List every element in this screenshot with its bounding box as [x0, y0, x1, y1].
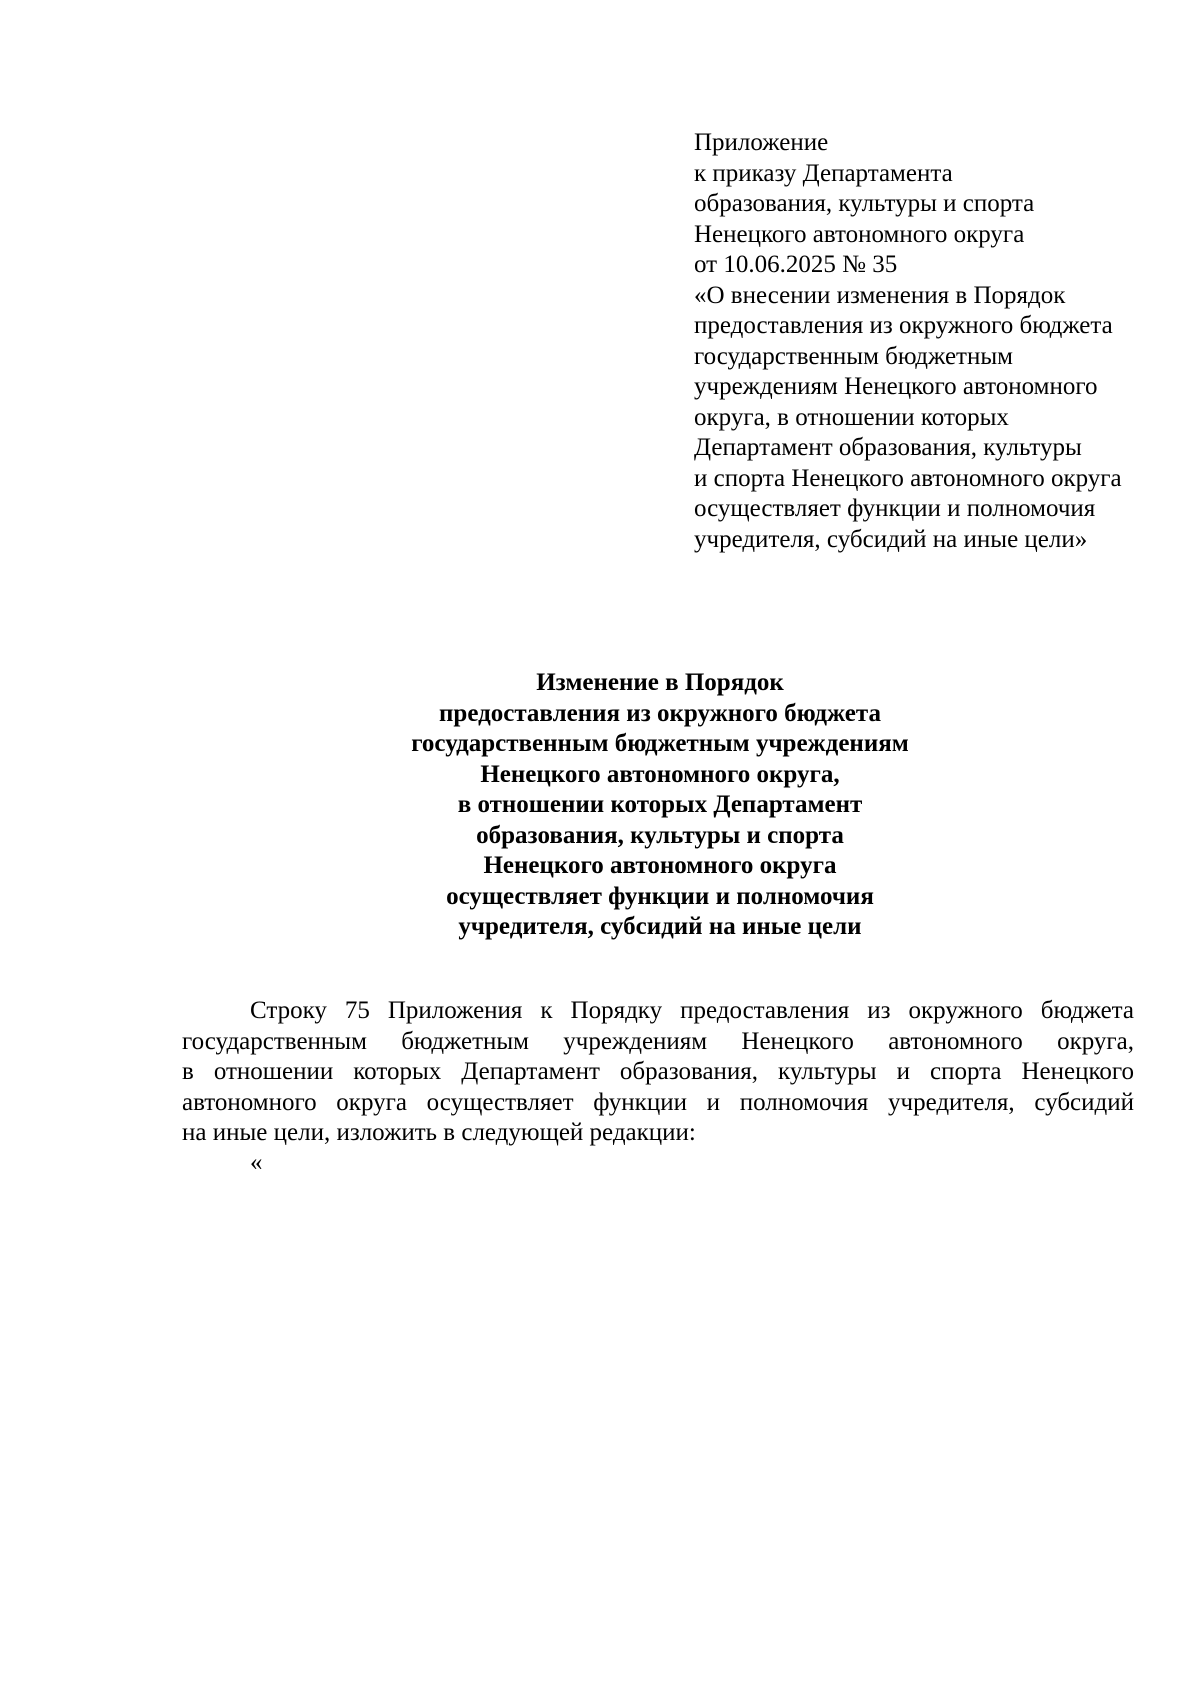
appendix-line: образования, культуры и спорта	[694, 190, 1035, 217]
appendix-line: округа, в отношении которых	[694, 403, 1009, 431]
appendix-line: Приложение	[694, 129, 829, 156]
appendix-line: учредителя, субсидий на иные цели»	[694, 525, 1088, 553]
appendix-line: и спорта Ненецкого автономного округа	[694, 464, 1122, 492]
body-line: государственным бюджетным учреждениям Ненецкого автономного округа,	[182, 1027, 1134, 1055]
opening-quote-mark: «	[250, 1149, 263, 1176]
appendix-line: предоставления из окружного бюджета	[694, 312, 1113, 339]
appendix-line: к приказу Департамента	[694, 159, 953, 187]
appendix-line: государственным бюджетным	[694, 342, 1013, 370]
title-line: государственным бюджетным учреждениям	[411, 730, 909, 757]
body-line: Строку 75 Приложения к Порядку предоставления из окружного бюджета	[250, 997, 1134, 1024]
appendix-line: от 10.06.2025 № 35	[694, 251, 898, 278]
appendix-header	[694, 128, 1174, 555]
title-line: в отношении которых Департамент	[457, 791, 863, 818]
document-title	[300, 668, 1020, 943]
title-line: предоставления из окружного бюджета	[439, 699, 881, 727]
appendix-line: «О внесении изменения в Порядок	[694, 281, 1066, 309]
appendix-line: Ненецкого автономного округа	[694, 220, 1025, 248]
title-line: учредителя, субсидий на иные цели	[458, 913, 862, 940]
body-line: автономного округа осуществляет функции и полномочия учредителя, субсидий	[182, 1088, 1134, 1116]
appendix-line: учреждениям Ненецкого автономного	[694, 373, 1098, 400]
body-paragraph	[182, 996, 1134, 1149]
title-line: Изменение в Порядок	[536, 669, 784, 696]
title-line: Ненецкого автономного округа,	[480, 760, 840, 788]
body-line: на иные цели, изложить в следующей редакции:	[182, 1119, 696, 1146]
body-line: в отношении которых Департамент образования, культуры и спорта Ненецкого	[182, 1058, 1134, 1085]
title-line: образования, культуры и спорта	[476, 821, 844, 849]
appendix-line: Департамент образования, культуры	[694, 434, 1082, 461]
title-line: осуществляет функции и полномочия	[446, 882, 874, 910]
appendix-line: осуществляет функции и полномочия	[694, 495, 1096, 522]
title-line: Ненецкого автономного округа	[483, 852, 837, 879]
